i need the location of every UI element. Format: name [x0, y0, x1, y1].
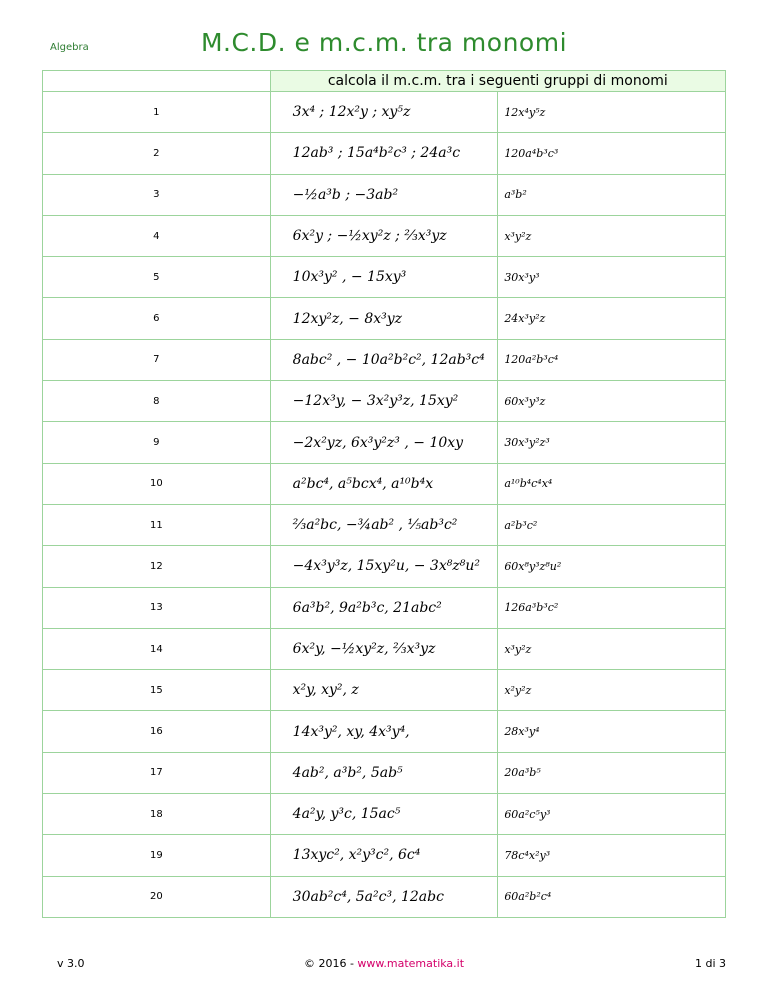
exercise-expression: 6x²y ; −½xy²z ; ⅔x³yz — [270, 215, 498, 256]
exercise-answer: 60x⁸y³z⁸u² — [498, 546, 726, 587]
table-row — [43, 174, 726, 215]
table-row — [43, 752, 726, 793]
row-number: 9 — [43, 422, 271, 463]
exercise-answer: 30x³y²z³ — [498, 422, 726, 463]
row-number: 3 — [43, 174, 271, 215]
exercise-expression: 4a²y, y³c, 15ac⁵ — [270, 794, 498, 835]
exercise-expression: 12xy²z, − 8x³yz — [270, 298, 498, 339]
exercise-expression: 4ab², a³b², 5ab⁵ — [270, 752, 498, 793]
row-number: 19 — [43, 835, 271, 876]
row-number: 7 — [43, 339, 271, 380]
table-row — [43, 339, 726, 380]
exercise-rows — [43, 92, 726, 918]
exercise-answer: 24x³y²z — [498, 298, 726, 339]
exercise-answer: 20a³b⁵ — [498, 752, 726, 793]
copyright-text: © 2016 - — [303, 957, 358, 970]
exercise-answer: x³y²z — [498, 215, 726, 256]
table-row — [43, 422, 726, 463]
exercise-answer: 28x³y⁴ — [498, 711, 726, 752]
row-number: 16 — [43, 711, 271, 752]
table-row — [43, 794, 726, 835]
subject-label: Algebra — [50, 42, 89, 53]
exercise-answer: a³b² — [498, 174, 726, 215]
site-link[interactable]: www.matematika.it — [357, 957, 465, 970]
exercise-expression: 3x⁴ ; 12x²y ; xy⁵z — [270, 92, 498, 133]
copyright-line — [0, 957, 768, 970]
exercise-expression: 30ab²c⁴, 5a²c³, 12abc — [270, 876, 498, 917]
table-row — [43, 92, 726, 133]
exercise-answer: 60a²c⁵y³ — [498, 794, 726, 835]
row-number: 13 — [43, 587, 271, 628]
row-number: 14 — [43, 628, 271, 669]
table-row — [43, 587, 726, 628]
version-label: v 3.0 — [57, 957, 85, 970]
exercise-expression: 13xyc², x²y³c², 6c⁴ — [270, 835, 498, 876]
row-number: 15 — [43, 670, 271, 711]
exercise-answer: 78c⁴x²y³ — [498, 835, 726, 876]
table-row — [43, 215, 726, 256]
row-number: 8 — [43, 381, 271, 422]
table-row — [43, 257, 726, 298]
exercise-expression: −12x³y, − 3x²y³z, 15xy² — [270, 381, 498, 422]
exercise-answer: 30x³y³ — [498, 257, 726, 298]
exercise-answer: 12x⁴y⁵z — [498, 92, 726, 133]
table-row — [43, 628, 726, 669]
exercise-expression: a²bc⁴, a⁵bcx⁴, a¹⁰b⁴x — [270, 463, 498, 504]
exercise-answer: x²y²z — [498, 670, 726, 711]
exercise-answer: a¹⁰b⁴c⁴x⁴ — [498, 463, 726, 504]
page-title: M.C.D. e m.c.m. tra monomi — [200, 28, 568, 57]
row-number: 2 — [43, 133, 271, 174]
exercise-answer: 126a³b³c² — [498, 587, 726, 628]
exercise-expression: 8abc² , − 10a²b²c², 12ab³c⁴ — [270, 339, 498, 380]
exercise-expression: −2x²yz, 6x³y²z³ , − 10xy — [270, 422, 498, 463]
table-row — [43, 546, 726, 587]
table-heading: calcola il m.c.m. tra i seguenti gruppi di monomi — [270, 71, 725, 92]
exercise-expression: ⅔a²bc, −¾ab² , ⅕ab³c² — [270, 504, 498, 545]
row-number: 18 — [43, 794, 271, 835]
table-row — [43, 463, 726, 504]
exercise-answer: 60x³y³z — [498, 381, 726, 422]
exercise-answer: a²b³c² — [498, 504, 726, 545]
exercise-expression: −4x³y³z, 15xy²u, − 3x⁸z⁸u² — [270, 546, 498, 587]
exercise-answer: 120a⁴b³c³ — [498, 133, 726, 174]
exercise-expression: 10x³y² , − 15xy³ — [270, 257, 498, 298]
exercise-expression: x²y, xy², z — [270, 670, 498, 711]
exercise-table — [42, 70, 726, 918]
table-row — [43, 298, 726, 339]
table-row — [43, 381, 726, 422]
table-row — [43, 504, 726, 545]
exercise-expression: −½a³b ; −3ab² — [270, 174, 498, 215]
table-row — [43, 711, 726, 752]
row-number: 20 — [43, 876, 271, 917]
table-row — [43, 670, 726, 711]
row-number: 17 — [43, 752, 271, 793]
exercise-expression: 12ab³ ; 15a⁴b²c³ ; 24a³c — [270, 133, 498, 174]
exercise-answer: 120a²b³c⁴ — [498, 339, 726, 380]
exercise-expression: 14x³y², xy, 4x³y⁴, — [270, 711, 498, 752]
exercise-expression: 6a³b², 9a²b³c, 21abc² — [270, 587, 498, 628]
row-number: 10 — [43, 463, 271, 504]
table-row — [43, 835, 726, 876]
exercise-expression: 6x²y, −½xy²z, ⅔x³yz — [270, 628, 498, 669]
exercise-answer: x³y²z — [498, 628, 726, 669]
table-row — [43, 876, 726, 917]
row-number: 1 — [43, 92, 271, 133]
table-row — [43, 133, 726, 174]
page-number: 1 di 3 — [694, 957, 726, 970]
row-number: 12 — [43, 546, 271, 587]
row-number: 6 — [43, 298, 271, 339]
row-number: 4 — [43, 215, 271, 256]
exercise-answer: 60a²b²c⁴ — [498, 876, 726, 917]
row-number: 5 — [43, 257, 271, 298]
row-number: 11 — [43, 504, 271, 545]
